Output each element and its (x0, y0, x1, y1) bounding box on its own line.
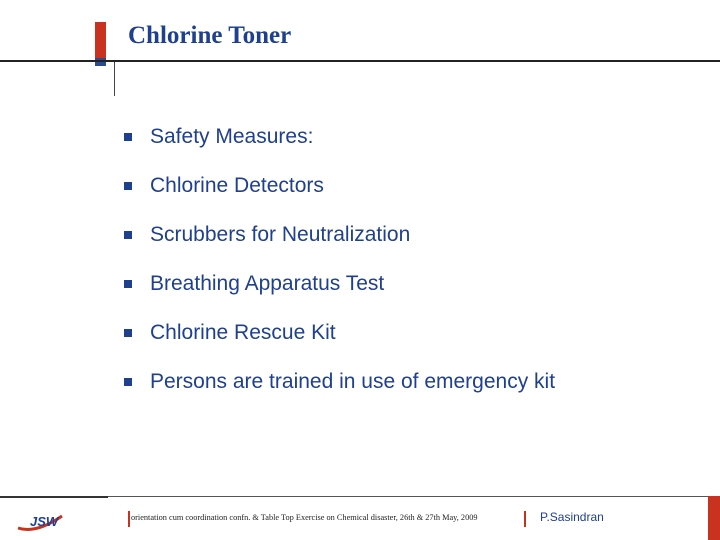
footer-accent-bar (524, 511, 526, 527)
bullet-item (122, 259, 702, 308)
square-bullet-icon (124, 280, 132, 288)
bullet-item (122, 210, 702, 259)
bullet-item (122, 112, 702, 161)
bullet-text: Persons are trained in use of emergency kit (150, 369, 556, 393)
square-bullet-icon (124, 231, 132, 239)
footer-divider (0, 496, 720, 497)
bullet-item (122, 357, 702, 406)
corner-accent-bar (708, 496, 720, 540)
square-bullet-icon (124, 133, 132, 141)
footer-author: P.Sasindran (540, 510, 604, 524)
title-accent-red (95, 22, 106, 58)
title-divider (0, 60, 720, 62)
square-bullet-icon (124, 329, 132, 337)
bullet-text: Safety Measures: (150, 124, 314, 148)
bullet-text: Scrubbers for Neutralization (150, 222, 411, 246)
slide-title: Chlorine Toner (128, 22, 292, 49)
square-bullet-icon (124, 182, 132, 190)
bullet-item (122, 308, 702, 357)
logo-text: JSW (30, 514, 59, 529)
bullet-text: Breathing Apparatus Test (150, 271, 385, 295)
footer-divider-accent (0, 496, 108, 498)
bullet-list (122, 112, 702, 406)
bullet-item (122, 161, 702, 210)
square-bullet-icon (124, 378, 132, 386)
bullet-text: Chlorine Rescue Kit (150, 320, 336, 344)
bullet-text: Chlorine Detectors (150, 173, 324, 197)
title-divider-vertical (114, 62, 115, 96)
footer-accent-bar (128, 511, 130, 527)
jsw-logo (16, 508, 76, 532)
footer-event-text: orientation cum coordination confn. & Table Top Exercise on Chemical disaster, 26th & 27th May, 2009 (131, 513, 478, 522)
